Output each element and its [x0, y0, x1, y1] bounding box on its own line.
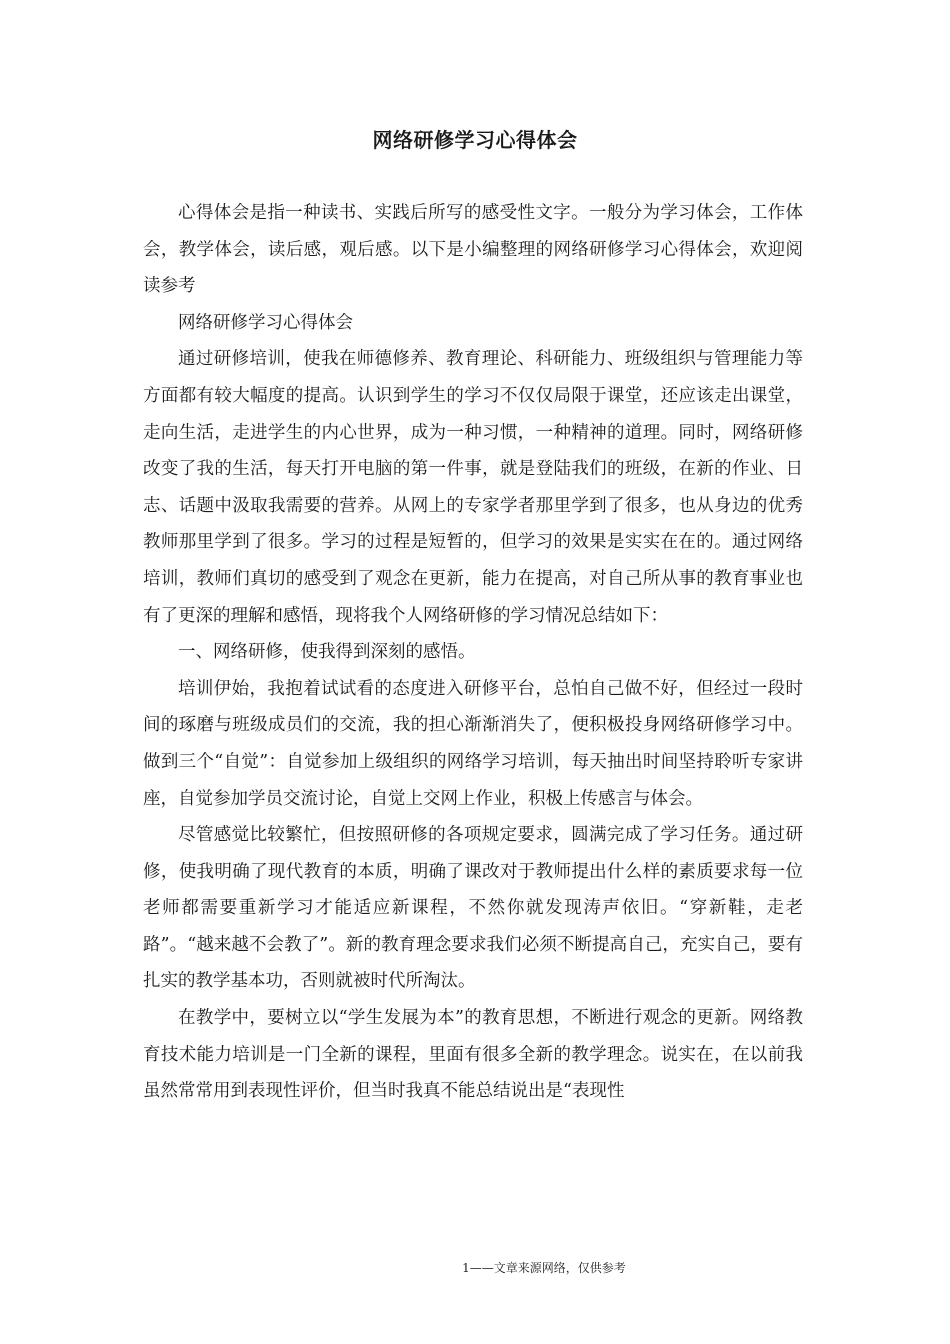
body-paragraph: 尽管感觉比较繁忙，但按照研修的各项规定要求，圆满完成了学习任务。通过研修，使我明确了现代教育的本质，明确了课改对于教师提出什么样的素质要求每一位老师都需要重新学习才能适应新课程，不然你就发现涛声依旧。“穿新鞋，走老路”。“越来越不会教了”。新的教育理念要求我们必须不断提高自己，充实自己，要有扎实的教学基本功，否则就被时代所淘汰。 — [143, 825, 803, 992]
document-body — [143, 195, 803, 1110]
subsection-heading: 一、网络研修，使我得到深刻的感悟。 — [178, 642, 476, 663]
body-paragraph: 在教学中，要树立以“学生发展为本”的教育思想，不断进行观念的更新。网络教育技术能力培训是一门全新的课程，里面有很多全新的教学理念。说实在，在以前我虽然常常用到表现性评价，但当时我真不能总结说出是“表现性 — [143, 1008, 803, 1102]
footer-text: 1——文章来源网络，仅供参考 — [462, 1261, 626, 1275]
intro-paragraph: 心得体会是指一种读书、实践后所写的感受性文字。一般分为学习体会，工作体会，教学体会，读后感，观后感。以下是小编整理的网络研修学习心得体会，欢迎阅读参考 — [143, 203, 803, 297]
document-title: 网络研修学习心得体会 — [372, 128, 578, 152]
body-paragraph: 通过研修培训，使我在师德修养、教育理论、科研能力、班级组织与管理能力等方面都有较大幅度的提高。认识到学生的学习不仅仅局限于课堂，还应该走出课堂，走向生活，走进学生的内心世界，成为一种习惯，一种精神的道理。同时，网络研修改变了我的生活，每天打开电脑的第一件事，就是登陆我们的班级，在新的作业、日志、话题中汲取我需要的营养。从网上的专家学者那里学到了很多，也从身边的优秀教师那里学到了很多。学习的过程是短暂的，但学习的效果是实实在在的。通过网络培训，教师们真切的感受到了观念在更新，能力在提高，对自己所从事的教育事业也有了更深的理解和感悟，现将我个人网络研修的学习情况总结如下： — [143, 349, 803, 626]
page-footer — [0, 1258, 950, 1278]
body-paragraph: 培训伊始，我抱着试试看的态度进入研修平台，总怕自己做不好，但经过一段时间的琢磨与班级成员们的交流，我的担心渐渐消失了，便积极投身网络研修学习中。做到三个“自觉”：自觉参加上级组织的网络学习培训，每天抽出时间坚持聆听专家讲座，自觉参加学员交流讨论，自觉上交网上作业，积极上传感言与体会。 — [143, 678, 803, 809]
section-heading: 网络研修学习心得体会 — [178, 312, 353, 333]
